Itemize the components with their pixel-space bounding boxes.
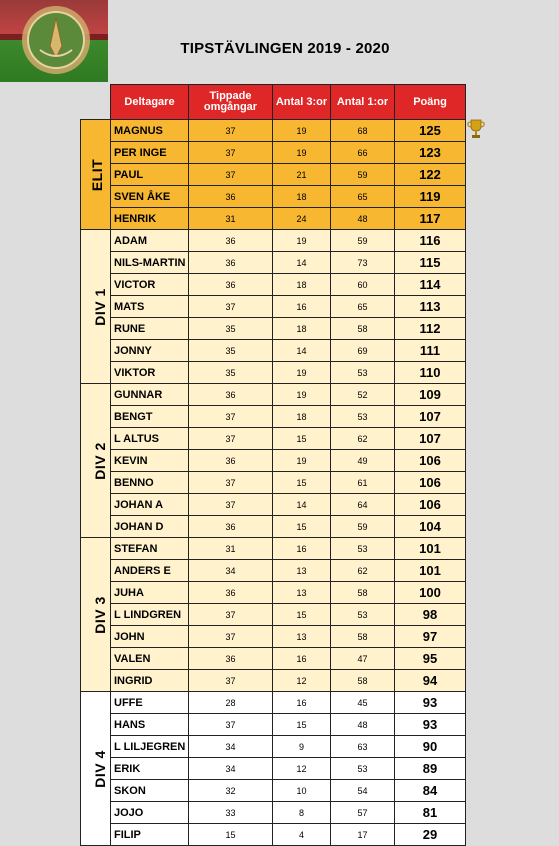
participant-name: HENRIK bbox=[111, 208, 189, 230]
threes-count: 18 bbox=[273, 406, 331, 428]
table-row bbox=[81, 714, 466, 736]
threes-count: 12 bbox=[273, 758, 331, 780]
rounds-played: 37 bbox=[189, 626, 273, 648]
points: 94 bbox=[395, 670, 466, 692]
points: 114 bbox=[395, 274, 466, 296]
ones-count: 53 bbox=[331, 604, 395, 626]
participant-name: JOHAN D bbox=[111, 516, 189, 538]
table-row bbox=[81, 648, 466, 670]
rounds-played: 37 bbox=[189, 164, 273, 186]
table-row bbox=[81, 824, 466, 846]
threes-count: 18 bbox=[273, 274, 331, 296]
participant-name: L ALTUS bbox=[111, 428, 189, 450]
points: 117 bbox=[395, 208, 466, 230]
table-row bbox=[81, 384, 466, 406]
points: 101 bbox=[395, 560, 466, 582]
participant-name: VIKTOR bbox=[111, 362, 189, 384]
standings-table bbox=[80, 84, 466, 846]
rounds-played: 37 bbox=[189, 428, 273, 450]
threes-count: 16 bbox=[273, 648, 331, 670]
points: 125 bbox=[395, 120, 466, 142]
rounds-played: 32 bbox=[189, 780, 273, 802]
threes-count: 16 bbox=[273, 296, 331, 318]
club-logo-image bbox=[0, 0, 108, 82]
participant-name: JONNY bbox=[111, 340, 189, 362]
standings-body bbox=[81, 120, 466, 846]
participant-name: MAGNUS bbox=[111, 120, 189, 142]
table-row bbox=[81, 472, 466, 494]
rounds-played: 35 bbox=[189, 362, 273, 384]
rounds-played: 35 bbox=[189, 318, 273, 340]
ones-count: 53 bbox=[331, 362, 395, 384]
table-row bbox=[81, 604, 466, 626]
ones-count: 69 bbox=[331, 340, 395, 362]
participant-name: L LILJEGREN bbox=[111, 736, 189, 758]
rounds-played: 34 bbox=[189, 736, 273, 758]
threes-count: 24 bbox=[273, 208, 331, 230]
participant-name: L LINDGREN bbox=[111, 604, 189, 626]
rounds-played: 31 bbox=[189, 538, 273, 560]
ones-count: 58 bbox=[331, 318, 395, 340]
participant-name: HANS bbox=[111, 714, 189, 736]
points: 109 bbox=[395, 384, 466, 406]
ones-count: 49 bbox=[331, 450, 395, 472]
points: 107 bbox=[395, 428, 466, 450]
table-row bbox=[81, 362, 466, 384]
table-row bbox=[81, 208, 466, 230]
ones-count: 54 bbox=[331, 780, 395, 802]
points: 113 bbox=[395, 296, 466, 318]
participant-name: JOJO bbox=[111, 802, 189, 824]
table-row bbox=[81, 142, 466, 164]
table-header-row bbox=[81, 85, 466, 120]
ones-count: 58 bbox=[331, 670, 395, 692]
table-row bbox=[81, 120, 466, 142]
table-row bbox=[81, 274, 466, 296]
division-label bbox=[81, 230, 111, 384]
table-row bbox=[81, 318, 466, 340]
rounds-played: 37 bbox=[189, 472, 273, 494]
participant-name: SVEN ÅKE bbox=[111, 186, 189, 208]
table-row bbox=[81, 670, 466, 692]
participant-name: PER INGE bbox=[111, 142, 189, 164]
points: 98 bbox=[395, 604, 466, 626]
ones-count: 61 bbox=[331, 472, 395, 494]
table-row bbox=[81, 692, 466, 714]
table-row bbox=[81, 428, 466, 450]
rounds-played: 33 bbox=[189, 802, 273, 824]
participant-name: KEVIN bbox=[111, 450, 189, 472]
rounds-played: 36 bbox=[189, 252, 273, 274]
rounds-played: 36 bbox=[189, 582, 273, 604]
threes-count: 21 bbox=[273, 164, 331, 186]
points: 100 bbox=[395, 582, 466, 604]
table-row bbox=[81, 758, 466, 780]
threes-count: 15 bbox=[273, 516, 331, 538]
participant-name: JOHAN A bbox=[111, 494, 189, 516]
ones-count: 53 bbox=[331, 538, 395, 560]
header-spacer bbox=[81, 85, 111, 120]
points: 106 bbox=[395, 450, 466, 472]
rounds-played: 37 bbox=[189, 604, 273, 626]
threes-count: 8 bbox=[273, 802, 331, 824]
rounds-played: 37 bbox=[189, 120, 273, 142]
points: 122 bbox=[395, 164, 466, 186]
ones-count: 45 bbox=[331, 692, 395, 714]
table-row bbox=[81, 802, 466, 824]
ones-count: 53 bbox=[331, 758, 395, 780]
rounds-played: 36 bbox=[189, 230, 273, 252]
table-row bbox=[81, 582, 466, 604]
points: 115 bbox=[395, 252, 466, 274]
threes-count: 19 bbox=[273, 120, 331, 142]
participant-name: JOHN bbox=[111, 626, 189, 648]
table-row bbox=[81, 626, 466, 648]
points: 106 bbox=[395, 472, 466, 494]
rounds-played: 34 bbox=[189, 560, 273, 582]
ones-count: 48 bbox=[331, 208, 395, 230]
threes-count: 19 bbox=[273, 230, 331, 252]
points: 89 bbox=[395, 758, 466, 780]
division-label bbox=[81, 120, 111, 230]
points: 81 bbox=[395, 802, 466, 824]
participant-name: SKON bbox=[111, 780, 189, 802]
ones-count: 53 bbox=[331, 406, 395, 428]
threes-count: 15 bbox=[273, 428, 331, 450]
ones-count: 65 bbox=[331, 186, 395, 208]
table-row bbox=[81, 494, 466, 516]
points: 116 bbox=[395, 230, 466, 252]
ones-count: 52 bbox=[331, 384, 395, 406]
participant-name: ADAM bbox=[111, 230, 189, 252]
threes-count: 13 bbox=[273, 582, 331, 604]
points: 112 bbox=[395, 318, 466, 340]
points: 93 bbox=[395, 714, 466, 736]
ones-count: 57 bbox=[331, 802, 395, 824]
rounds-played: 36 bbox=[189, 186, 273, 208]
points: 90 bbox=[395, 736, 466, 758]
threes-count: 19 bbox=[273, 450, 331, 472]
header-tippade-omgangar bbox=[189, 85, 273, 120]
ones-count: 59 bbox=[331, 164, 395, 186]
threes-count: 4 bbox=[273, 824, 331, 846]
threes-count: 19 bbox=[273, 362, 331, 384]
participant-name: INGRID bbox=[111, 670, 189, 692]
participant-name: ANDERS E bbox=[111, 560, 189, 582]
points: 106 bbox=[395, 494, 466, 516]
points: 101 bbox=[395, 538, 466, 560]
threes-count: 14 bbox=[273, 340, 331, 362]
threes-count: 16 bbox=[273, 538, 331, 560]
rounds-played: 36 bbox=[189, 274, 273, 296]
ones-count: 62 bbox=[331, 560, 395, 582]
rounds-played: 36 bbox=[189, 450, 273, 472]
header-antal-1or: Antal 1:or bbox=[331, 85, 395, 120]
rounds-played: 35 bbox=[189, 340, 273, 362]
participant-name: RUNE bbox=[111, 318, 189, 340]
threes-count: 14 bbox=[273, 494, 331, 516]
points: 93 bbox=[395, 692, 466, 714]
table-row bbox=[81, 230, 466, 252]
header-poang: Poäng bbox=[395, 85, 466, 120]
division-label-text: DIV 4 bbox=[91, 749, 108, 788]
division-label-text: DIV 2 bbox=[91, 441, 108, 480]
rounds-played: 34 bbox=[189, 758, 273, 780]
rounds-played: 37 bbox=[189, 714, 273, 736]
division-label bbox=[81, 384, 111, 538]
participant-name: NILS-MARTIN bbox=[111, 252, 189, 274]
ones-count: 64 bbox=[331, 494, 395, 516]
table-row bbox=[81, 252, 466, 274]
rounds-played: 37 bbox=[189, 494, 273, 516]
ones-count: 66 bbox=[331, 142, 395, 164]
points: 111 bbox=[395, 340, 466, 362]
participant-name: VALEN bbox=[111, 648, 189, 670]
threes-count: 15 bbox=[273, 604, 331, 626]
trophy-icon bbox=[467, 119, 485, 144]
rounds-played: 37 bbox=[189, 406, 273, 428]
rounds-played: 37 bbox=[189, 142, 273, 164]
participant-name: UFFE bbox=[111, 692, 189, 714]
participant-name: PAUL bbox=[111, 164, 189, 186]
threes-count: 15 bbox=[273, 714, 331, 736]
ones-count: 47 bbox=[331, 648, 395, 670]
ones-count: 59 bbox=[331, 230, 395, 252]
points: 119 bbox=[395, 186, 466, 208]
threes-count: 13 bbox=[273, 560, 331, 582]
ones-count: 60 bbox=[331, 274, 395, 296]
threes-count: 18 bbox=[273, 186, 331, 208]
points: 84 bbox=[395, 780, 466, 802]
table-row bbox=[81, 516, 466, 538]
table-row bbox=[81, 538, 466, 560]
rounds-played: 37 bbox=[189, 296, 273, 318]
participant-name: GUNNAR bbox=[111, 384, 189, 406]
header-deltagare: Deltagare bbox=[111, 85, 189, 120]
points: 95 bbox=[395, 648, 466, 670]
points: 29 bbox=[395, 824, 466, 846]
table-row bbox=[81, 296, 466, 318]
ones-count: 48 bbox=[331, 714, 395, 736]
participant-name: ERIK bbox=[111, 758, 189, 780]
division-label-text: DIV 1 bbox=[91, 287, 108, 326]
table-row bbox=[81, 780, 466, 802]
participant-name: JUHA bbox=[111, 582, 189, 604]
ones-count: 59 bbox=[331, 516, 395, 538]
division-label bbox=[81, 538, 111, 692]
points: 97 bbox=[395, 626, 466, 648]
threes-count: 9 bbox=[273, 736, 331, 758]
ones-count: 58 bbox=[331, 626, 395, 648]
points: 107 bbox=[395, 406, 466, 428]
points: 110 bbox=[395, 362, 466, 384]
ones-count: 73 bbox=[331, 252, 395, 274]
participant-name: BENGT bbox=[111, 406, 189, 428]
ones-count: 17 bbox=[331, 824, 395, 846]
points: 123 bbox=[395, 142, 466, 164]
threes-count: 16 bbox=[273, 692, 331, 714]
rounds-played: 36 bbox=[189, 516, 273, 538]
ones-count: 65 bbox=[331, 296, 395, 318]
participant-name: MATS bbox=[111, 296, 189, 318]
participant-name: VICTOR bbox=[111, 274, 189, 296]
threes-count: 19 bbox=[273, 142, 331, 164]
rounds-played: 31 bbox=[189, 208, 273, 230]
rounds-played: 28 bbox=[189, 692, 273, 714]
page-title: TIPSTÄVLINGEN 2019 - 2020 bbox=[180, 40, 390, 57]
table-row bbox=[81, 450, 466, 472]
participant-name: FILIP bbox=[111, 824, 189, 846]
points: 104 bbox=[395, 516, 466, 538]
rounds-played: 15 bbox=[189, 824, 273, 846]
table-row bbox=[81, 560, 466, 582]
threes-count: 15 bbox=[273, 472, 331, 494]
division-label-text: ELIT bbox=[89, 158, 106, 191]
threes-count: 14 bbox=[273, 252, 331, 274]
ones-count: 68 bbox=[331, 120, 395, 142]
threes-count: 12 bbox=[273, 670, 331, 692]
header-antal-3or: Antal 3:or bbox=[273, 85, 331, 120]
threes-count: 18 bbox=[273, 318, 331, 340]
ones-count: 58 bbox=[331, 582, 395, 604]
threes-count: 13 bbox=[273, 626, 331, 648]
participant-name: BENNO bbox=[111, 472, 189, 494]
participant-name: STEFAN bbox=[111, 538, 189, 560]
table-row bbox=[81, 340, 466, 362]
division-label-text: DIV 3 bbox=[91, 595, 108, 634]
table-row bbox=[81, 164, 466, 186]
rounds-played: 36 bbox=[189, 648, 273, 670]
division-label bbox=[81, 692, 111, 846]
threes-count: 19 bbox=[273, 384, 331, 406]
ones-count: 62 bbox=[331, 428, 395, 450]
table-row bbox=[81, 736, 466, 758]
rounds-played: 36 bbox=[189, 384, 273, 406]
rounds-played: 37 bbox=[189, 670, 273, 692]
ones-count: 63 bbox=[331, 736, 395, 758]
table-row bbox=[81, 406, 466, 428]
threes-count: 10 bbox=[273, 780, 331, 802]
table-row bbox=[81, 186, 466, 208]
header-tippade-omgangar-label: Tippade omgångar bbox=[203, 90, 258, 113]
